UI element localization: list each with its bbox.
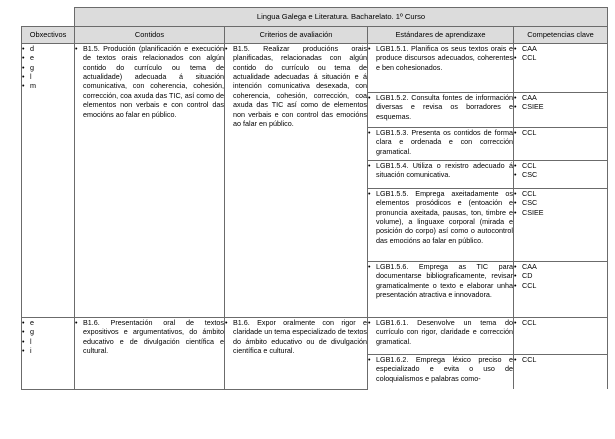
competences-cell <box>514 355 608 390</box>
competence-item: • CCL <box>514 281 607 290</box>
competence-item: • CD <box>514 271 607 280</box>
standard-item: • LGB1.6.1. Desenvolve un tema do currículo con rigor, claridade e corrección gramatical. <box>368 318 513 346</box>
standard-cell <box>368 128 514 161</box>
column-header-contents: Contidos <box>75 27 225 44</box>
column-header-objectives: Obxectivos <box>22 27 75 44</box>
competence-item: • CSC <box>514 198 607 207</box>
criteria-item: • B1.6. Expor oralmente con rigor e claridade un tema especializado de textos do ámbito educativo ou de divulgación científica e cultural. <box>225 318 367 355</box>
competence-item: • CSIEE <box>514 102 607 111</box>
content-item: • B1.5. Produción (planificación e execución de textos orais relacionados con algún contido do currículo ou tema de actualidade) adecuada á situación comunicativa, con coherencia, cohesión, corrección, coa axuda das TIC, así como de elementos non verbais e con control das emocións ao falar en público. <box>75 44 224 119</box>
content-cell <box>75 44 225 318</box>
competence-item: • CCL <box>514 318 607 327</box>
curriculum-body <box>22 44 608 390</box>
competence-item: • CCL <box>514 355 607 364</box>
objective-item: • l <box>22 337 74 346</box>
competence-item: • CCL <box>514 53 607 62</box>
standard-item: • LGB1.5.5. Emprega axeitadamente os elementos prosódicos e (entoación e pronuncia axeitada, pausas, ton, timbre e volume), a linguaxe corporal (mirada e posición do corpo) así como o autocontrol das emocións ao falar en público. <box>368 189 513 245</box>
competence-item: • CCL <box>514 189 607 198</box>
competences-cell <box>514 93 608 128</box>
table-row <box>22 318 608 355</box>
competence-item: • CSC <box>514 170 607 179</box>
curriculum-table <box>21 7 608 390</box>
objective-item: • e <box>22 318 74 327</box>
competences-cell <box>514 128 608 161</box>
standard-cell <box>368 93 514 128</box>
objectives-list <box>22 44 74 91</box>
standard-cell <box>368 355 514 390</box>
objective-item: • i <box>22 346 74 355</box>
criteria-cell <box>225 44 368 318</box>
standard-cell <box>368 318 514 355</box>
competence-item: • CAA <box>514 44 607 53</box>
competences-cell <box>514 262 608 318</box>
competences-cell <box>514 44 608 93</box>
column-header-competences: Competencias clave <box>514 27 608 44</box>
standard-item: • LGB1.5.4. Utiliza o rexistro adecuado á situación comunicativa. <box>368 161 513 180</box>
objective-item: • e <box>22 53 74 62</box>
objective-item: • d <box>22 44 74 53</box>
table-corner <box>22 8 75 27</box>
standard-cell <box>368 189 514 262</box>
standard-item: • LGB1.5.2. Consulta fontes de información diversas e revisa os borradores e esquemas. <box>368 93 513 121</box>
competence-item: • CCL <box>514 161 607 170</box>
criteria-cell <box>225 318 368 390</box>
objectives-cell <box>22 44 75 318</box>
objective-item: • g <box>22 327 74 336</box>
objectives-cell <box>22 318 75 390</box>
standard-cell <box>368 44 514 93</box>
standard-item: • LGB1.6.2. Emprega léxico preciso e especializado e evita o uso de coloquialismos e palabras como- <box>368 355 513 383</box>
competence-item: • CAA <box>514 262 607 271</box>
standard-cell <box>368 161 514 189</box>
objective-item: • l <box>22 72 74 81</box>
competences-cell <box>514 318 608 355</box>
competence-item: • CAA <box>514 93 607 102</box>
competences-cell <box>514 161 608 189</box>
criteria-item: • B1.5. Realizar producións orais planificadas, relacionadas con algún contido do currículo ou tema de actualidade adecuadas á situación e á intención comunicativa desexada, con coherencia, cohesión, corrección, coa axuda das TIC así como de elementos non verbais e con control das emocións ao falar en público. <box>225 44 367 128</box>
content-cell <box>75 318 225 390</box>
standard-item: • LGB1.5.6. Emprega as TIC para documentarse bibliograficamente, revisar gramaticalmente o texto e elaborar unha presentación atractiva e innovadora. <box>368 262 513 299</box>
table-title: Lingua Galega e Literatura. Bacharelato. 1º Curso <box>75 8 608 27</box>
column-header-standards: Estándares de aprendizaxe <box>368 27 514 44</box>
table-row <box>22 44 608 93</box>
objectives-list <box>22 318 74 355</box>
column-header-criteria: Criterios de avaliación <box>225 27 368 44</box>
competence-item: • CCL <box>514 128 607 137</box>
content-item: • B1.6. Presentación oral de textos expositivos e argumentativos, do ámbito educativo e de divulgación científica e cultural. <box>75 318 224 355</box>
standard-cell <box>368 262 514 318</box>
competences-cell <box>514 189 608 262</box>
objective-item: • m <box>22 81 74 90</box>
standard-item: • LGB1.5.3. Presenta os contidos de forma clara e ordenada e con corrección gramatical. <box>368 128 513 156</box>
standard-item: • LGB1.5.1. Planifica os seus textos orais e produce discursos adecuados, coherentes e ben cohesionados. <box>368 44 513 72</box>
objective-item: • g <box>22 63 74 72</box>
competence-item: • CSIEE <box>514 208 607 217</box>
